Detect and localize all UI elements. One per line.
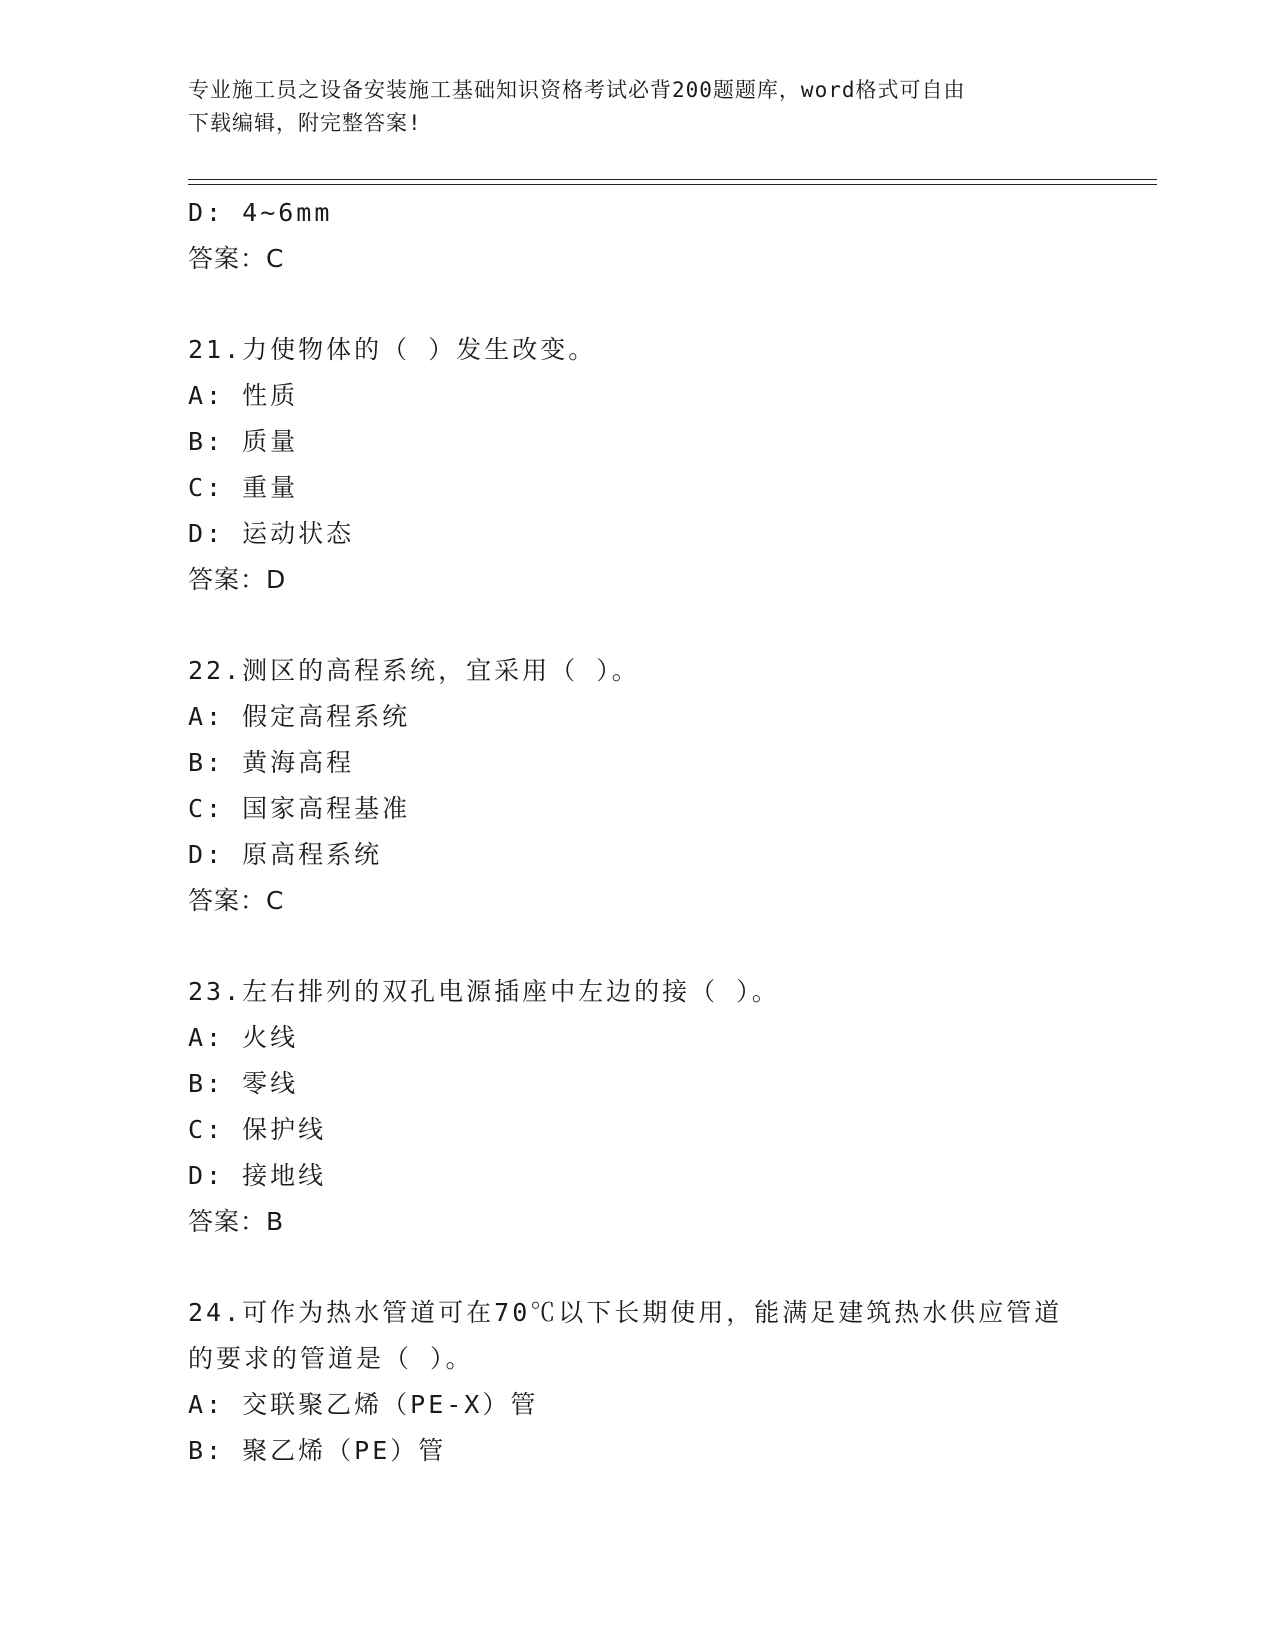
option-d: D: 原高程系统	[188, 840, 383, 869]
option-c: C: 保护线	[188, 1115, 327, 1144]
question-list	[188, 190, 1088, 1474]
spacer	[188, 1245, 1088, 1290]
header-line-2: 下载编辑，附完整答案!	[188, 111, 422, 135]
option-a: A: 交联聚乙烯（PE-X）管	[188, 1390, 539, 1419]
option-d: D: 4~6mm	[188, 198, 333, 227]
spacer	[188, 282, 1088, 327]
option-a: A: 假定高程系统	[188, 702, 411, 731]
answer-line: 答案：C	[188, 244, 285, 273]
header-rule-top	[188, 179, 1157, 180]
option-b: B: 黄海高程	[188, 748, 355, 777]
option-b: B: 质量	[188, 427, 299, 456]
option-c: C: 国家高程基准	[188, 794, 411, 823]
header-rule-bottom	[188, 184, 1157, 185]
answer-line: 答案：B	[188, 1207, 285, 1236]
question-stem: 21.力使物体的（ ）发生改变。	[188, 335, 597, 364]
option-c: C: 重量	[188, 473, 299, 502]
question-stem: 23.左右排列的双孔电源插座中左边的接（ ）。	[188, 977, 780, 1006]
option-a: A: 火线	[188, 1023, 299, 1052]
option-b: B: 聚乙烯（PE）管	[188, 1436, 447, 1465]
header-line-1: 专业施工员之设备安装施工基础知识资格考试必背200题题库，word格式可自由	[188, 78, 966, 102]
option-d: D: 运动状态	[188, 519, 355, 548]
option-b: B: 零线	[188, 1069, 299, 1098]
page-header	[188, 74, 1088, 140]
option-d: D: 接地线	[188, 1161, 327, 1190]
spacer	[188, 603, 1088, 648]
spacer	[188, 924, 1088, 969]
answer-line: 答案：C	[188, 886, 285, 915]
answer-line: 答案：D	[188, 565, 287, 594]
option-a: A: 性质	[188, 381, 299, 410]
question-stem: 22.测区的高程系统，宜采用（ ）。	[188, 656, 640, 685]
question-stem: 24.可作为热水管道可在70℃以下长期使用，能满足建筑热水供应管道	[188, 1298, 1063, 1327]
question-stem-continued: 的要求的管道是（ ）。	[188, 1344, 474, 1373]
